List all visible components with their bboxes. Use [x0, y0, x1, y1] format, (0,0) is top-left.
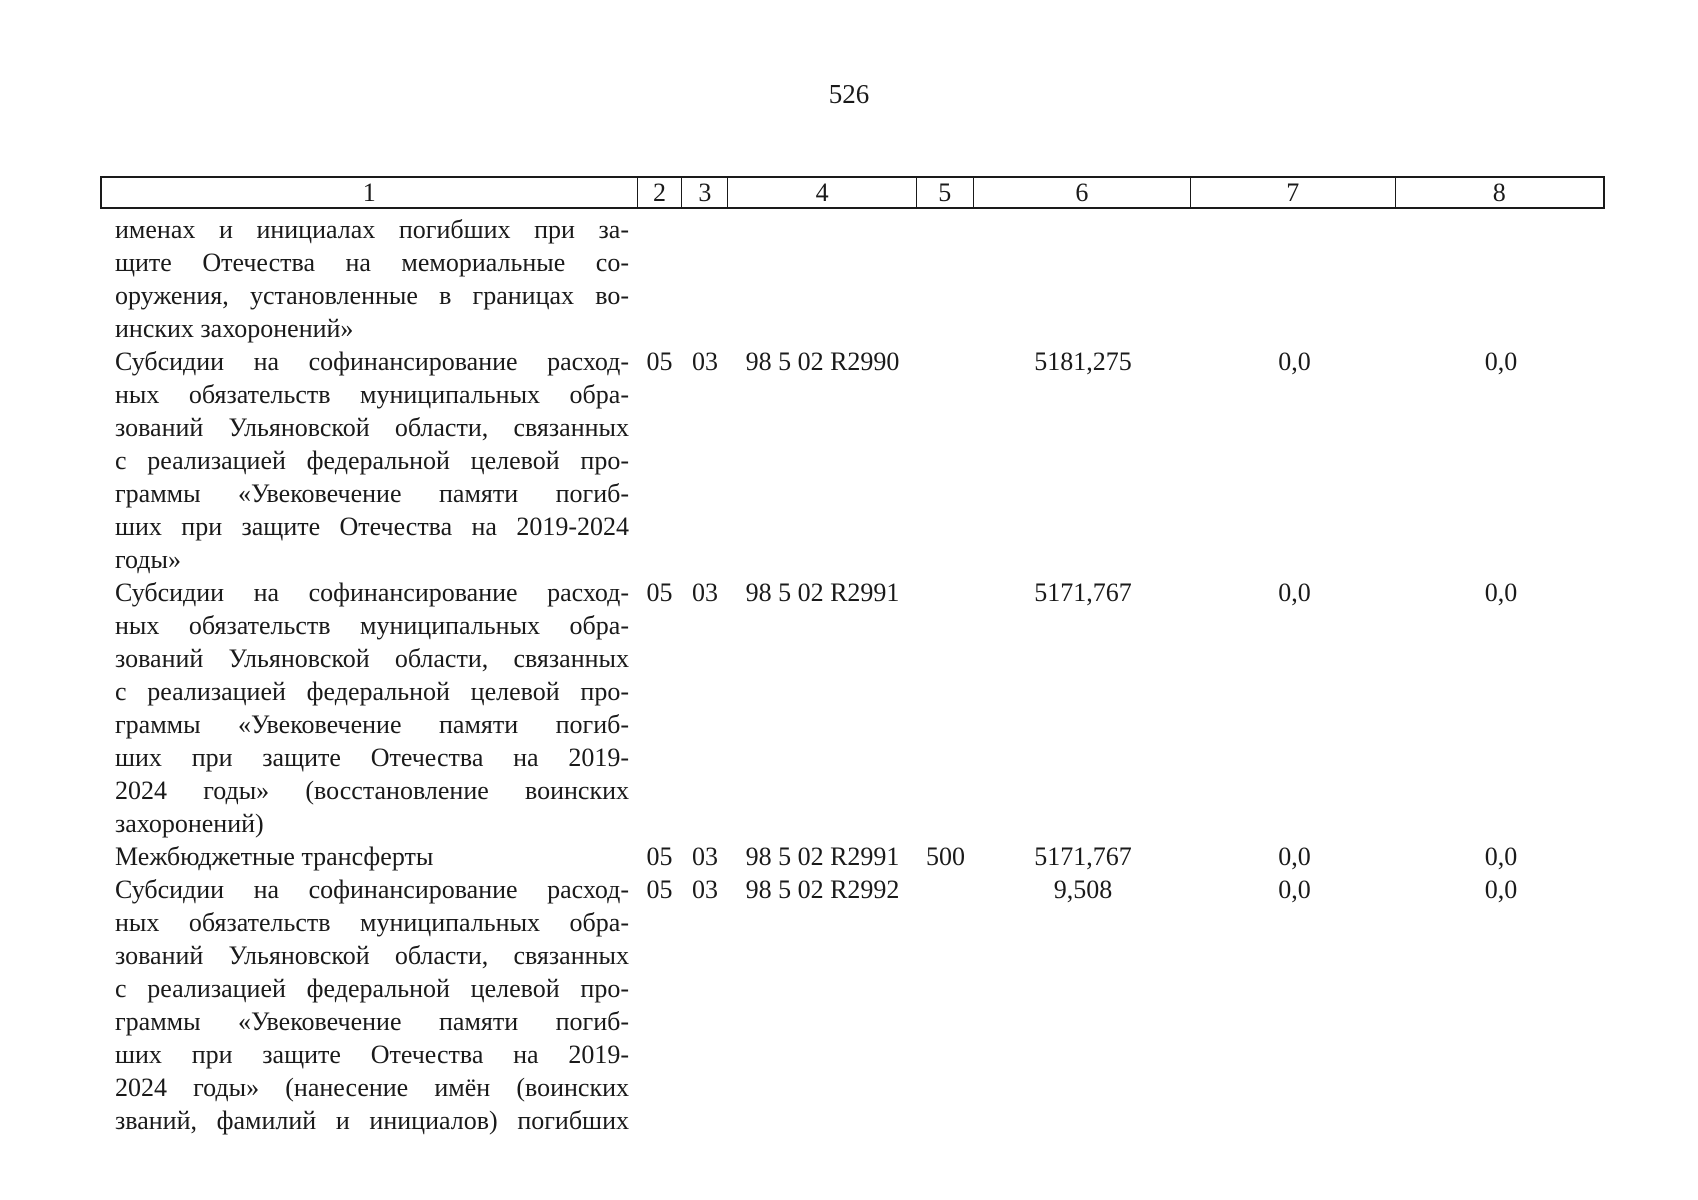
table-row	[100, 840, 1605, 873]
description-line: граммы «Увековечение памяти погиб-	[115, 1007, 629, 1036]
amount-col-8: 0,0	[1484, 578, 1518, 607]
description-line: зований Ульяновской области, связанных	[115, 941, 629, 970]
header-col-3: 3	[682, 178, 728, 207]
header-col-6: 6	[974, 178, 1191, 207]
expense-type-code	[917, 213, 974, 345]
row-description	[100, 576, 637, 840]
row-description	[100, 873, 637, 1137]
subsection-code: 03	[692, 875, 718, 904]
description-line: ших при защите Отечества на 2019-2024	[115, 512, 629, 541]
section-code: 05	[646, 875, 673, 904]
row-description	[100, 840, 637, 873]
expense-type-code: 500	[926, 842, 965, 871]
description-line: с реализацией федеральной целевой про-	[115, 446, 629, 475]
description-line: зований Ульяновской области, связанных	[115, 413, 629, 442]
description-line: годы»	[115, 545, 181, 574]
amount-col-7: 0,0	[1278, 875, 1311, 904]
amount-col-6: 5171,767	[1034, 842, 1132, 871]
header-col-4: 4	[728, 178, 917, 207]
amount-col-8	[1397, 213, 1605, 345]
amount-col-8: 0,0	[1484, 347, 1518, 376]
header-col-5: 5	[917, 178, 974, 207]
header-col-2: 2	[638, 178, 683, 207]
amount-col-6: 5171,767	[1034, 578, 1132, 607]
description-line: ших при защите Отечества на 2019-	[115, 743, 629, 772]
row-description	[100, 213, 637, 345]
description-line: инских захоронений»	[115, 314, 354, 343]
description-line: 2024 годы» (нанесение имён (воинских	[115, 1073, 629, 1102]
amount-col-7: 0,0	[1278, 347, 1311, 376]
section-code: 05	[646, 578, 673, 607]
table-row	[100, 576, 1605, 840]
description-line: Субсидии на софинансирование расход-	[115, 875, 629, 904]
amount-col-6: 5181,275	[1034, 347, 1132, 376]
target-article-code: 98 5 02 R2991	[745, 578, 900, 607]
target-article-code: 98 5 02 R2991	[745, 842, 900, 871]
description-line: ных обязательств муниципальных обра-	[115, 380, 629, 409]
subsection-code: 03	[692, 578, 718, 607]
description-line: граммы «Увековечение памяти погиб-	[115, 479, 629, 508]
description-line: щите Отечества на мемориальные со-	[115, 248, 629, 277]
description-line: оружения, установленные в границах во-	[115, 281, 629, 310]
description-line: 2024 годы» (восстановление воинских	[115, 776, 629, 805]
table-row	[100, 873, 1605, 1137]
table-header-row	[100, 176, 1605, 209]
description-line: Субсидии на софинансирование расход-	[115, 347, 629, 376]
header-col-7: 7	[1191, 178, 1395, 207]
table-row	[100, 345, 1605, 576]
description-line: с реализацией федеральной целевой про-	[115, 677, 629, 706]
description-line: ных обязательств муниципальных обра-	[115, 908, 629, 937]
description-line: званий, фамилий и инициалов) погибших	[115, 1106, 629, 1135]
section-code: 05	[646, 347, 673, 376]
amount-col-7	[1192, 213, 1397, 345]
amount-col-8: 0,0	[1484, 842, 1518, 871]
table-body	[100, 213, 1605, 1137]
expense-type-code	[917, 345, 974, 576]
target-article-code: 98 5 02 R2992	[745, 875, 900, 904]
page-number: 526	[828, 79, 870, 109]
amount-col-6	[974, 213, 1192, 345]
description-line: захоронений)	[115, 809, 264, 838]
subsection-code: 03	[692, 842, 718, 871]
amount-col-7: 0,0	[1278, 578, 1311, 607]
description-line: с реализацией федеральной целевой про-	[115, 974, 629, 1003]
description-line: зований Ульяновской области, связанных	[115, 644, 629, 673]
description-line: Субсидии на софинансирование расход-	[115, 578, 629, 607]
target-article-code: 98 5 02 R2990	[745, 347, 900, 376]
row-description	[100, 345, 637, 576]
description-line: ших при защите Отечества на 2019-	[115, 1040, 629, 1069]
subsection-code: 03	[692, 347, 718, 376]
description-line: граммы «Увековечение памяти погиб-	[115, 710, 629, 739]
table-row	[100, 213, 1605, 345]
amount-col-8: 0,0	[1484, 875, 1518, 904]
section-code: 05	[646, 842, 673, 871]
amount-col-7: 0,0	[1278, 842, 1311, 871]
expense-type-code	[917, 873, 974, 1137]
section-code	[637, 213, 682, 345]
header-col-1: 1	[102, 178, 638, 207]
target-article-code	[728, 213, 917, 345]
description-line: ных обязательств муниципальных обра-	[115, 611, 629, 640]
expense-type-code	[917, 576, 974, 840]
subsection-code	[682, 213, 728, 345]
header-col-8: 8	[1492, 178, 1506, 207]
amount-col-6: 9,508	[1053, 875, 1113, 904]
description-line: Межбюджетные трансферты	[115, 842, 434, 871]
description-line: именах и инициалах погибших при за-	[115, 215, 629, 244]
